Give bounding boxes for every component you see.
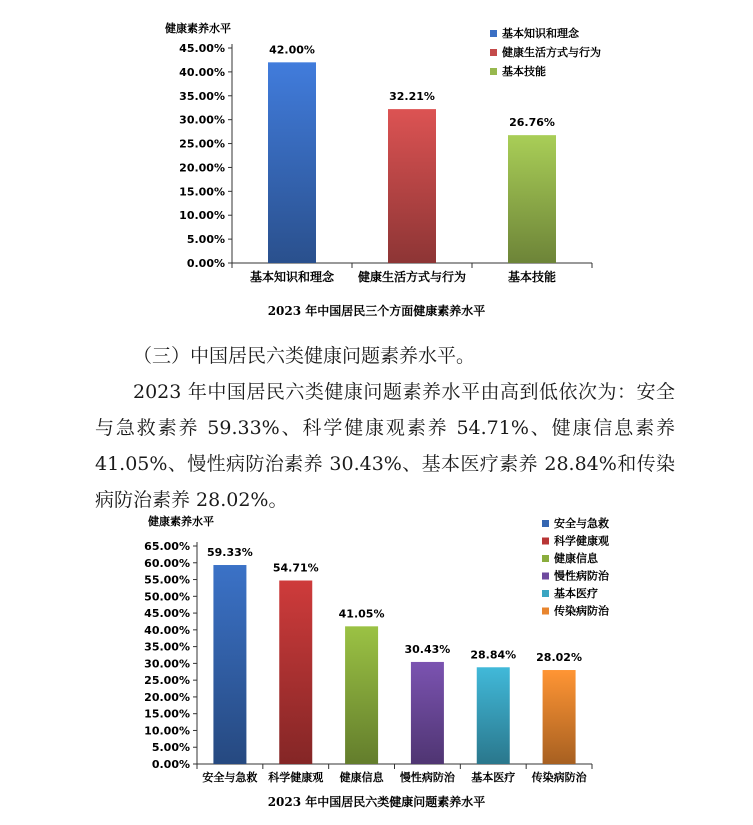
- legend-swatch-4: [542, 590, 549, 597]
- data-label-3: 30.43%: [404, 642, 451, 656]
- chart-three-aspects-caption: 2023 年中国居民三个方面健康素养水平: [267, 304, 486, 318]
- bar-5: [543, 670, 576, 764]
- bar-1: [279, 581, 312, 764]
- y-tick-label: 65.00%: [144, 540, 190, 553]
- legend-swatch-1: [490, 49, 497, 56]
- y-tick-label: 20.00%: [144, 690, 190, 704]
- legend-swatch-2: [490, 68, 497, 75]
- chart-six-issues-caption: 2023 年中国居民六类健康问题素养水平: [267, 795, 486, 809]
- y-tick-label: 50.00%: [144, 590, 190, 604]
- y-tick-label: 0.00%: [186, 257, 225, 270]
- category-label-2: 健康信息: [339, 771, 384, 784]
- legend-swatch-3: [542, 573, 549, 580]
- y-tick-label: 25.00%: [179, 137, 225, 151]
- y-tick-label: 40.00%: [144, 623, 190, 637]
- y-tick-label: 45.00%: [144, 607, 190, 621]
- y-tick-label: 30.00%: [144, 657, 190, 671]
- y-tick-label: 45.00%: [179, 42, 225, 55]
- y-tick-label: 25.00%: [144, 674, 190, 688]
- category-label-0: 安全与急救: [202, 771, 258, 784]
- y-axis-label: 健康素养水平: [165, 22, 231, 35]
- bar-2: [508, 135, 556, 263]
- legend-label-2: 基本技能: [502, 65, 546, 78]
- legend-label-0: 安全与急救: [554, 517, 609, 530]
- y-tick-label: 35.00%: [144, 640, 190, 654]
- chart-six-issues-svg: [0, 508, 753, 793]
- legend-label-2: 健康信息: [554, 552, 598, 565]
- y-tick-label: 5.00%: [151, 741, 190, 755]
- bar-3: [411, 662, 444, 764]
- category-label-3: 慢性病防治: [399, 771, 455, 784]
- y-tick-label: 35.00%: [179, 89, 225, 103]
- data-label-2: 41.05%: [338, 607, 385, 621]
- bar-4: [477, 667, 510, 764]
- category-label-0: 基本知识和理念: [249, 270, 335, 284]
- legend-label-1: 健康生活方式与行为: [502, 46, 601, 59]
- y-tick-label: 0.00%: [151, 758, 190, 771]
- data-label-0: 59.33%: [207, 546, 253, 560]
- legend-swatch-0: [490, 30, 497, 37]
- bar-2: [345, 626, 378, 764]
- section-body: 2023 年中国居民六类健康问题素养水平由高到低依次为：安全与急救素养 59.33%、科学健康观素养 54.71%、健康信息素养 41.05%、慢性病防治素养 30.43%、基本医疗素养 28.84%和传染病防治素养 28.02%。: [95, 381, 675, 511]
- bar-1: [388, 109, 436, 263]
- category-label-5: 传染病防治: [531, 771, 587, 784]
- bar-0: [213, 565, 246, 764]
- legend-swatch-5: [542, 608, 549, 615]
- y-tick-label: 15.00%: [179, 185, 225, 199]
- legend-label-5: 传染病防治: [554, 604, 609, 618]
- y-tick-label: 10.00%: [144, 724, 190, 738]
- data-label-1: 32.21%: [389, 90, 435, 104]
- category-label-2: 基本技能: [507, 270, 557, 284]
- data-label-4: 28.84%: [470, 648, 517, 662]
- y-tick-label: 10.00%: [179, 209, 225, 223]
- legend-swatch-2: [542, 555, 549, 562]
- data-label-0: 42.00%: [269, 43, 315, 57]
- y-tick-label: 5.00%: [186, 233, 225, 247]
- category-label-1: 健康生活方式与行为: [357, 270, 467, 284]
- y-tick-label: 15.00%: [144, 707, 190, 721]
- y-tick-label: 40.00%: [179, 65, 225, 79]
- data-label-1: 54.71%: [272, 561, 319, 575]
- chart-three-aspects-svg: [0, 0, 753, 300]
- chart-six-issues: [0, 508, 753, 825]
- data-label-5: 28.02%: [536, 651, 582, 665]
- chart-three-aspects: [0, 0, 753, 320]
- legend-label-4: 基本医疗: [554, 587, 598, 600]
- legend-swatch-1: [542, 538, 549, 545]
- legend-label-3: 慢性病防治: [554, 569, 609, 583]
- category-label-4: 基本医疗: [471, 771, 516, 784]
- data-label-2: 26.76%: [509, 116, 555, 130]
- section-heading: （三）中国居民六类健康问题素养水平。: [133, 345, 476, 367]
- bar-0: [268, 62, 316, 263]
- y-axis-label: 健康素养水平: [148, 515, 214, 528]
- legend-label-1: 科学健康观: [554, 534, 609, 548]
- category-label-1: 科学健康观: [268, 771, 324, 784]
- y-tick-label: 20.00%: [179, 161, 225, 175]
- legend-swatch-0: [542, 520, 549, 527]
- y-tick-label: 30.00%: [179, 113, 225, 127]
- legend-label-0: 基本知识和理念: [502, 27, 579, 40]
- y-tick-label: 55.00%: [144, 573, 190, 587]
- y-tick-label: 60.00%: [144, 556, 190, 570]
